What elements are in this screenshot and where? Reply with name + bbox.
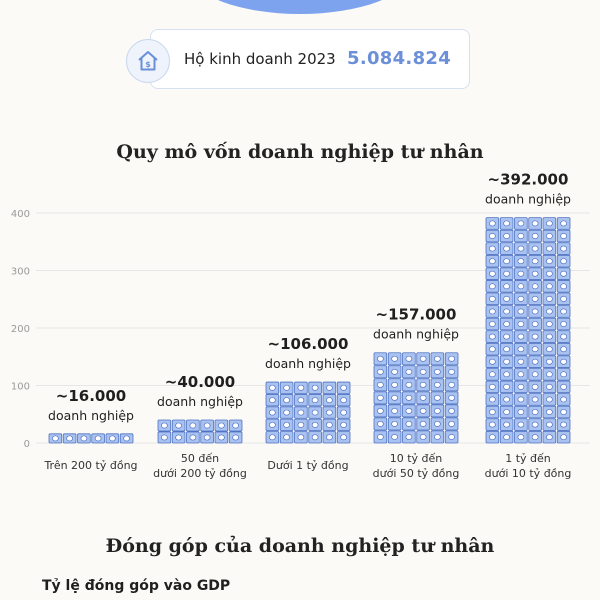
bar xyxy=(158,420,242,443)
bill-emblem xyxy=(489,221,495,226)
bill-emblem xyxy=(406,434,412,439)
bill-emblem xyxy=(449,408,455,413)
bill-emblem xyxy=(546,221,552,226)
bill-emblem xyxy=(489,271,495,276)
category-label: 50 đến xyxy=(180,452,220,465)
bill-emblem xyxy=(326,385,332,390)
bill-emblem xyxy=(298,410,304,415)
bill-emblem xyxy=(326,410,332,415)
bill-emblem xyxy=(532,409,538,414)
bill-emblem xyxy=(392,434,398,439)
bill-emblem xyxy=(518,271,524,276)
y-tick-label: 200 xyxy=(10,324,30,335)
bill-emblem xyxy=(449,421,455,426)
bill-emblem xyxy=(161,423,167,428)
bill-emblem xyxy=(489,296,495,301)
bill-emblem xyxy=(420,421,426,426)
bill-emblem xyxy=(532,284,538,289)
value-unit-label: doanh nghiệp xyxy=(373,326,459,342)
value-unit-label: doanh nghiệp xyxy=(485,191,571,207)
bill-emblem xyxy=(504,271,510,276)
bill-emblem xyxy=(546,435,552,440)
bill-emblem xyxy=(504,321,510,326)
bill-emblem xyxy=(312,435,318,440)
bill-emblem xyxy=(504,284,510,289)
bill-emblem xyxy=(489,435,495,440)
bill-emblem xyxy=(518,422,524,427)
bill-emblem xyxy=(546,347,552,352)
bill-emblem xyxy=(532,321,538,326)
bill-emblem xyxy=(546,372,552,377)
bill-emblem xyxy=(561,321,567,326)
bill-emblem xyxy=(532,309,538,314)
house-dollar-icon xyxy=(126,39,170,83)
bill-emblem xyxy=(420,395,426,400)
section-title: Đóng góp của doanh nghiệp tư nhân xyxy=(105,535,495,557)
bill-emblem xyxy=(377,369,383,374)
bill-emblem xyxy=(434,369,440,374)
bill-emblem xyxy=(489,422,495,427)
value-label: ~392.000 xyxy=(487,170,569,189)
bill-emblem xyxy=(561,221,567,226)
bill-emblem xyxy=(518,347,524,352)
bill-emblem xyxy=(561,233,567,238)
category-label: dưới 200 tỷ đồng xyxy=(153,467,247,480)
bill-emblem xyxy=(532,422,538,427)
bill-emblem xyxy=(269,398,275,403)
bill-emblem xyxy=(95,436,101,441)
bill-emblem xyxy=(518,233,524,238)
bill-emblem xyxy=(489,347,495,352)
bill-emblem xyxy=(518,246,524,251)
bill-emblem xyxy=(561,359,567,364)
bill-emblem xyxy=(546,397,552,402)
bill-emblem xyxy=(561,422,567,427)
bill-emblem xyxy=(532,372,538,377)
bill-emblem xyxy=(298,422,304,427)
bill-emblem xyxy=(546,359,552,364)
category-label: 1 tỷ đến xyxy=(505,452,551,465)
bill-emblem xyxy=(518,221,524,226)
y-tick-label: 100 xyxy=(10,381,30,393)
value-unit-label: doanh nghiệp xyxy=(265,356,351,372)
category-label: dưới 10 tỷ đồng xyxy=(484,467,572,480)
bill-emblem xyxy=(518,409,524,414)
bill-emblem xyxy=(489,309,495,314)
bill-emblem xyxy=(532,334,538,339)
bill-emblem xyxy=(504,221,510,226)
bill-emblem xyxy=(392,395,398,400)
bill-emblem xyxy=(504,347,510,352)
bill-emblem xyxy=(377,408,383,413)
bill-emblem xyxy=(284,398,290,403)
bill-emblem xyxy=(504,259,510,264)
bill-emblem xyxy=(518,259,524,264)
bill-emblem xyxy=(546,246,552,251)
category-label: Trên 200 tỷ đồng xyxy=(44,459,138,472)
bill-emblem xyxy=(504,359,510,364)
bill-emblem xyxy=(532,296,538,301)
bill-emblem xyxy=(204,435,210,440)
bill-emblem xyxy=(161,435,167,440)
value-label: ~40.000 xyxy=(164,373,236,391)
bill-emblem xyxy=(312,410,318,415)
bill-emblem xyxy=(176,423,182,428)
bill-emblem xyxy=(518,435,524,440)
bill-emblem xyxy=(420,382,426,387)
gdp-subtitle: Tỷ lệ đóng góp vào GDP xyxy=(42,578,231,594)
bill-emblem xyxy=(420,356,426,361)
bill-emblem xyxy=(532,221,538,226)
bill-emblem xyxy=(546,409,552,414)
bill-emblem xyxy=(377,421,383,426)
bill-emblem xyxy=(269,435,275,440)
bill-emblem xyxy=(504,409,510,414)
bill-emblem xyxy=(518,384,524,389)
y-tick-label: 0 xyxy=(23,439,30,450)
bill-emblem xyxy=(434,382,440,387)
bill-emblem xyxy=(269,385,275,390)
value-label: ~157.000 xyxy=(375,305,457,324)
bill-emblem xyxy=(449,356,455,361)
bill-emblem xyxy=(518,296,524,301)
bill-emblem xyxy=(298,398,304,403)
bill-emblem xyxy=(190,423,196,428)
bill-emblem xyxy=(546,309,552,314)
bill-emblem xyxy=(504,397,510,402)
bill-emblem xyxy=(377,395,383,400)
bill-emblem xyxy=(489,284,495,289)
summary-value: 5.084.824 xyxy=(347,48,452,69)
bill-emblem xyxy=(504,309,510,314)
bill-emblem xyxy=(504,372,510,377)
bill-emblem xyxy=(326,435,332,440)
bill-emblem xyxy=(124,436,130,441)
bill-emblem xyxy=(504,334,510,339)
bill-emblem xyxy=(377,434,383,439)
bill-emblem xyxy=(546,422,552,427)
bill-emblem xyxy=(434,434,440,439)
y-tick-label: 300 xyxy=(10,266,30,278)
bill-emblem xyxy=(233,423,239,428)
bill-emblem xyxy=(561,246,567,251)
bill-emblem xyxy=(546,271,552,276)
bill-emblem xyxy=(561,372,567,377)
bill-emblem xyxy=(561,296,567,301)
bill-emblem xyxy=(434,421,440,426)
category-label: dưới 50 tỷ đồng xyxy=(372,467,460,480)
bill-emblem xyxy=(341,410,347,415)
bill-emblem xyxy=(561,284,567,289)
bill-emblem xyxy=(504,384,510,389)
bill-emblem xyxy=(176,435,182,440)
bill-emblem xyxy=(392,382,398,387)
bill-emblem xyxy=(341,422,347,427)
bill-emblem xyxy=(546,334,552,339)
bill-emblem xyxy=(449,369,455,374)
bill-emblem xyxy=(218,435,224,440)
bill-emblem xyxy=(269,422,275,427)
bill-emblem xyxy=(434,395,440,400)
bill-emblem xyxy=(341,385,347,390)
bill-emblem xyxy=(561,397,567,402)
bill-emblem xyxy=(532,259,538,264)
y-tick-label: 400 xyxy=(10,209,30,220)
bill-emblem xyxy=(489,321,495,326)
bill-emblem xyxy=(532,359,538,364)
svg-text:$: $ xyxy=(145,60,151,69)
bill-emblem xyxy=(406,356,412,361)
category-label: Dưới 1 tỷ đồng xyxy=(267,459,349,472)
bill-emblem xyxy=(561,259,567,264)
bill-emblem xyxy=(518,397,524,402)
bill-emblem xyxy=(561,309,567,314)
bill-emblem xyxy=(532,435,538,440)
bill-emblem xyxy=(52,436,58,441)
bill-emblem xyxy=(546,321,552,326)
bar xyxy=(374,353,458,443)
bill-emblem xyxy=(406,382,412,387)
bill-emblem xyxy=(532,384,538,389)
bill-emblem xyxy=(204,423,210,428)
bar xyxy=(486,218,570,443)
bill-emblem xyxy=(218,423,224,428)
bill-emblem xyxy=(489,334,495,339)
bill-emblem xyxy=(392,408,398,413)
bill-emblem xyxy=(546,296,552,301)
bill-emblem xyxy=(518,321,524,326)
bill-emblem xyxy=(434,356,440,361)
bill-emblem xyxy=(518,309,524,314)
bill-emblem xyxy=(489,246,495,251)
bill-emblem xyxy=(420,434,426,439)
bill-emblem xyxy=(546,259,552,264)
category-label: 10 tỷ đến xyxy=(389,452,443,465)
bill-emblem xyxy=(406,408,412,413)
bill-emblem xyxy=(489,372,495,377)
bill-emblem xyxy=(109,436,115,441)
bill-emblem xyxy=(406,369,412,374)
bill-emblem xyxy=(504,233,510,238)
bill-emblem xyxy=(326,398,332,403)
bill-emblem xyxy=(449,382,455,387)
value-label: ~16.000 xyxy=(55,386,127,405)
bill-emblem xyxy=(449,395,455,400)
bill-emblem xyxy=(504,422,510,427)
bill-emblem xyxy=(377,382,383,387)
bill-emblem xyxy=(546,284,552,289)
bill-emblem xyxy=(546,384,552,389)
bill-emblem xyxy=(489,384,495,389)
chart-title: Quy mô vốn doanh nghiệp tư nhân xyxy=(116,141,484,163)
bill-emblem xyxy=(532,397,538,402)
bill-emblem xyxy=(518,359,524,364)
value-unit-label: doanh nghiệp xyxy=(157,394,243,409)
bill-emblem xyxy=(406,395,412,400)
bill-emblem xyxy=(561,409,567,414)
bill-emblem xyxy=(532,271,538,276)
bill-emblem xyxy=(326,422,332,427)
bill-emblem xyxy=(518,372,524,377)
bill-emblem xyxy=(561,435,567,440)
capital-scale-chart xyxy=(0,170,600,490)
bill-emblem xyxy=(518,334,524,339)
bill-emblem xyxy=(504,246,510,251)
bar xyxy=(49,434,133,443)
bill-emblem xyxy=(561,347,567,352)
bill-emblem xyxy=(434,408,440,413)
bill-emblem xyxy=(377,356,383,361)
bill-emblem xyxy=(284,385,290,390)
summary-label: Hộ kinh doanh 2023 xyxy=(184,50,336,68)
bill-emblem xyxy=(546,233,552,238)
bill-emblem xyxy=(298,435,304,440)
bill-emblem xyxy=(284,435,290,440)
bill-emblem xyxy=(392,369,398,374)
bill-emblem xyxy=(532,246,538,251)
bill-emblem xyxy=(298,385,304,390)
bill-emblem xyxy=(561,384,567,389)
bill-emblem xyxy=(341,398,347,403)
bill-emblem xyxy=(489,359,495,364)
bill-emblem xyxy=(561,334,567,339)
bill-emblem xyxy=(504,296,510,301)
decorative-arc xyxy=(190,0,410,14)
bill-emblem xyxy=(532,347,538,352)
bill-emblem xyxy=(392,356,398,361)
bill-emblem xyxy=(420,369,426,374)
bill-emblem xyxy=(284,422,290,427)
bill-emblem xyxy=(406,421,412,426)
bill-emblem xyxy=(489,397,495,402)
bill-emblem xyxy=(561,271,567,276)
value-unit-label: doanh nghiệp xyxy=(48,407,134,423)
bill-emblem xyxy=(449,434,455,439)
bill-emblem xyxy=(233,435,239,440)
value-label: ~106.000 xyxy=(267,335,349,354)
bill-emblem xyxy=(81,436,87,441)
bill-emblem xyxy=(67,436,73,441)
bill-emblem xyxy=(504,435,510,440)
bill-emblem xyxy=(190,435,196,440)
bill-emblem xyxy=(312,385,318,390)
bill-emblem xyxy=(269,410,275,415)
bill-emblem xyxy=(284,410,290,415)
bill-emblem xyxy=(518,284,524,289)
bill-emblem xyxy=(489,409,495,414)
bill-emblem xyxy=(532,233,538,238)
bill-emblem xyxy=(420,408,426,413)
bill-emblem xyxy=(489,233,495,238)
bill-emblem xyxy=(312,398,318,403)
bill-emblem xyxy=(392,421,398,426)
bar xyxy=(266,382,350,443)
bill-emblem xyxy=(341,435,347,440)
bill-emblem xyxy=(489,259,495,264)
bill-emblem xyxy=(312,422,318,427)
